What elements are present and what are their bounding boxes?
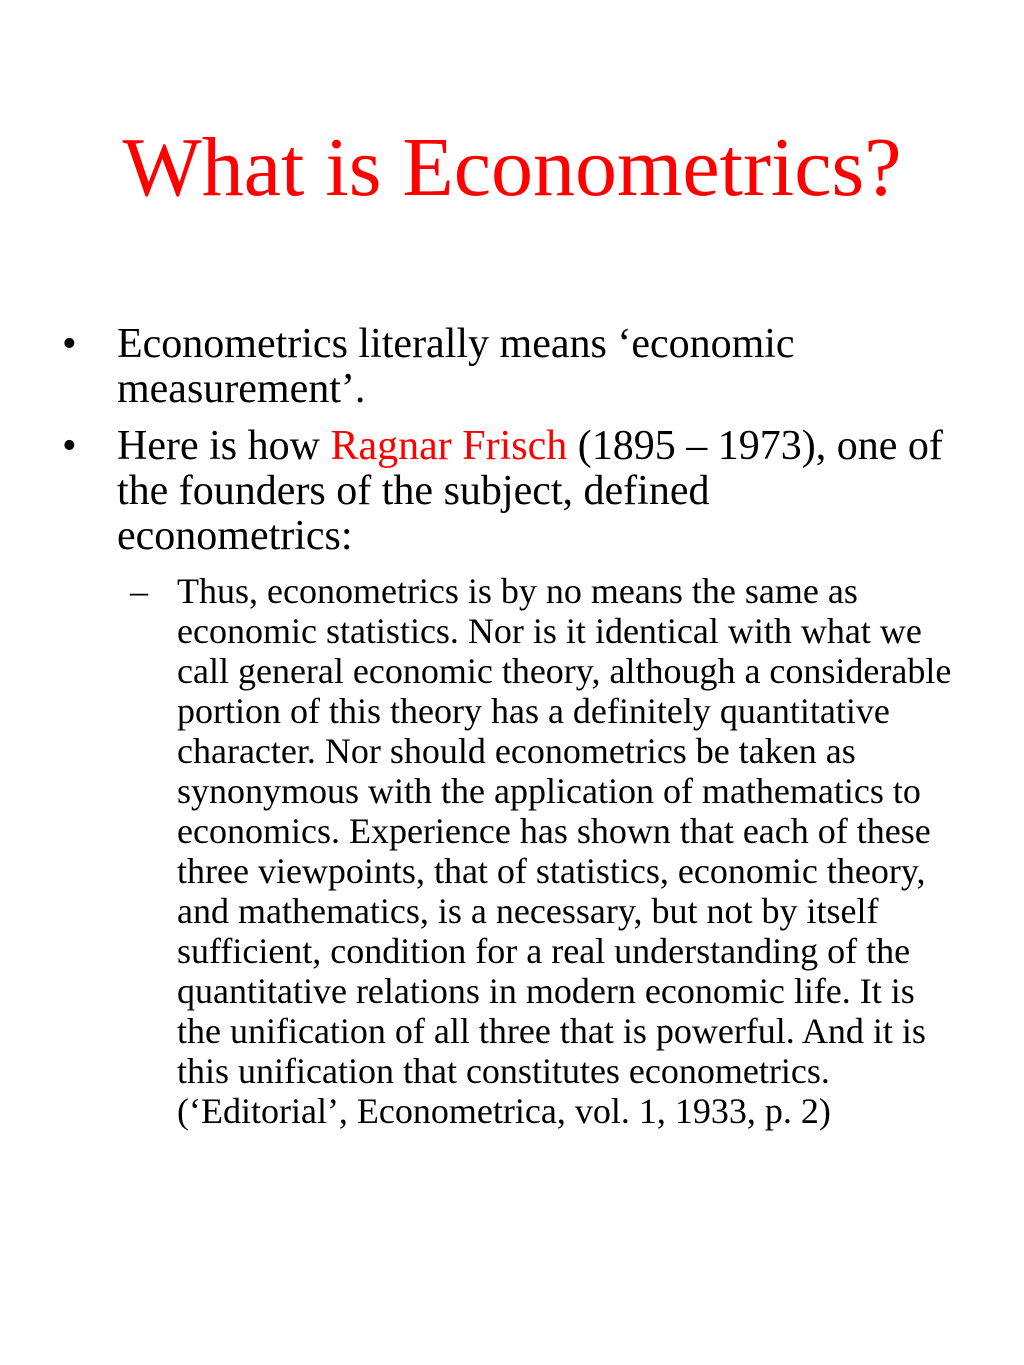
- bullet-text-before: Here is how: [117, 423, 331, 469]
- slide-title: What is Econometrics?: [122, 121, 902, 214]
- bullet-marker: •: [62, 423, 77, 469]
- bullet-list: [0, 322, 1024, 1131]
- quote-text: Thus, econometrics is by no means the same as economic statistics. Nor is it identical with what we call general economic theory, although a considerable portion of this theory has a definitely quantitative character. Nor should econometrics be taken as synonymous with the application of mathematics to economics. Experience has shown that each of these three viewpoints, that of statistics, economic theory, and mathematics, is a necessary, but not by itself sufficient, condition for a real understanding of the quantitative relations in modern economic life. It is the unification of all three that is powerful. And it is this unification that constitutes econometrics. (‘Editorial’, Econometrica, vol. 1, 1933, p. 2): [177, 571, 952, 1131]
- bullet-text-after: (1895 – 1973), one of the founders of the subject, defined econometrics:: [117, 423, 943, 559]
- bullet-item: [0, 424, 947, 559]
- bullet-text: Econometrics literally means ‘economic measurement’.: [117, 321, 795, 412]
- bullet-item: [0, 322, 947, 412]
- sub-bullet-item: [0, 571, 967, 1131]
- highlighted-name: Ragnar Frisch: [330, 423, 568, 469]
- bullet-marker: •: [62, 321, 77, 367]
- sub-bullet-marker: –: [130, 571, 148, 611]
